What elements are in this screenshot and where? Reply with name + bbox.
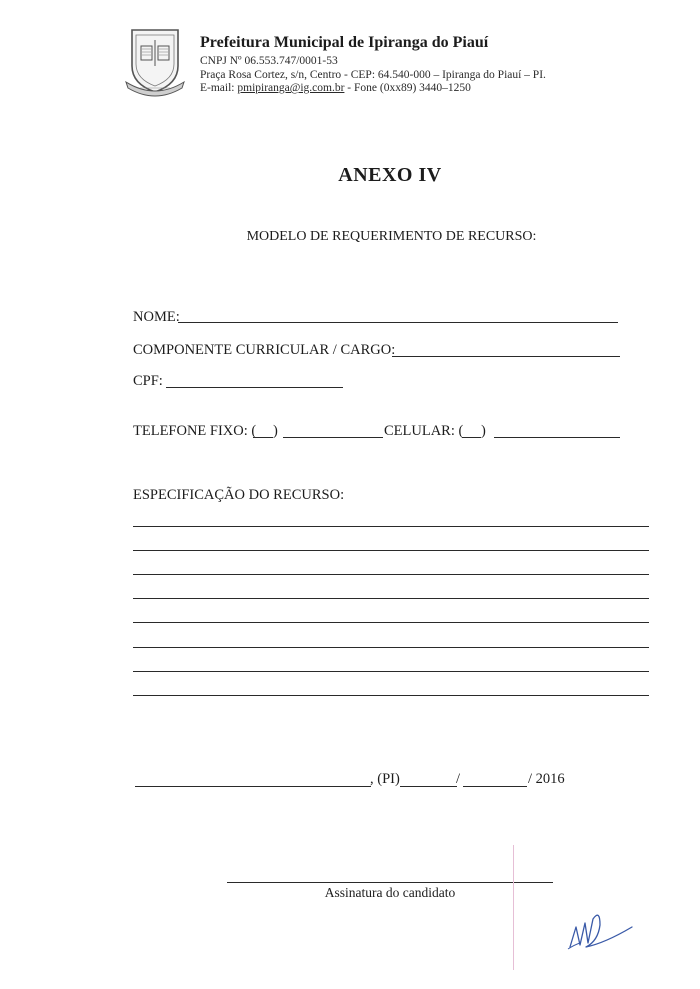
cnpj-text: CNPJ Nº 06.553.747/0001-53 — [200, 55, 338, 67]
mobile-label: CELULAR: ( — [384, 423, 464, 439]
municipal-coat-of-arms-logo — [124, 26, 186, 98]
email-label: E-mail: — [200, 82, 238, 94]
appeal-text-line[interactable] — [133, 574, 649, 575]
city-field-line[interactable] — [135, 786, 371, 787]
month-field-line[interactable] — [463, 786, 527, 787]
appeal-text-line[interactable] — [133, 550, 649, 551]
position-label: COMPONENTE CURRICULAR / CARGO: — [133, 342, 396, 358]
appeal-text-line[interactable] — [133, 598, 649, 599]
appeal-text-line[interactable] — [133, 695, 649, 696]
phone-text: - Fone (0xx89) 3440–1250 — [344, 82, 471, 94]
municipality-name: Prefeitura Municipal de Ipiranga do Piauí — [200, 34, 489, 51]
mobile-area-code-line[interactable] — [462, 437, 481, 438]
position-field-line[interactable] — [392, 356, 620, 357]
signature-label: Assinatura do candidato — [324, 885, 456, 900]
mobile-number-line[interactable] — [494, 437, 620, 438]
name-label: NOME: — [133, 309, 180, 325]
landline-label: TELEFONE FIXO: ( — [133, 423, 257, 439]
signature-line[interactable] — [227, 882, 553, 883]
email-link[interactable]: pmipiranga@ig.com.br — [237, 82, 345, 94]
day-field-line[interactable] — [400, 786, 457, 787]
form-subtitle: MODELO DE REQUERIMENTO DE RECURSO: — [246, 229, 537, 244]
date-separator: / — [456, 771, 461, 787]
mobile-paren-close: ) — [481, 423, 486, 439]
handwritten-initials — [560, 905, 640, 955]
cpf-label: CPF: — [133, 373, 163, 389]
appeal-text-line[interactable] — [133, 647, 649, 648]
address-text: Praça Rosa Cortez, s/n, Centro - CEP: 64.540-000 – Ipiranga do Piauí – PI. — [200, 69, 546, 81]
landline-paren-close: ) — [273, 423, 278, 439]
name-field-line[interactable] — [178, 322, 618, 323]
cpf-field-line[interactable] — [166, 387, 343, 388]
landline-area-code-line[interactable] — [253, 437, 273, 438]
scan-margin-mark — [513, 845, 514, 970]
appeal-text-line[interactable] — [133, 622, 649, 623]
landline-number-line[interactable] — [283, 437, 383, 438]
contact-line — [200, 82, 471, 94]
year-text: / 2016 — [528, 771, 565, 787]
appeal-text-line[interactable] — [133, 526, 649, 527]
state-text: , (PI) — [370, 771, 400, 787]
appeal-text-line[interactable] — [133, 671, 649, 672]
annex-title: ANEXO IV — [338, 164, 442, 186]
appeal-spec-label: ESPECIFICAÇÃO DO RECURSO: — [133, 487, 345, 503]
